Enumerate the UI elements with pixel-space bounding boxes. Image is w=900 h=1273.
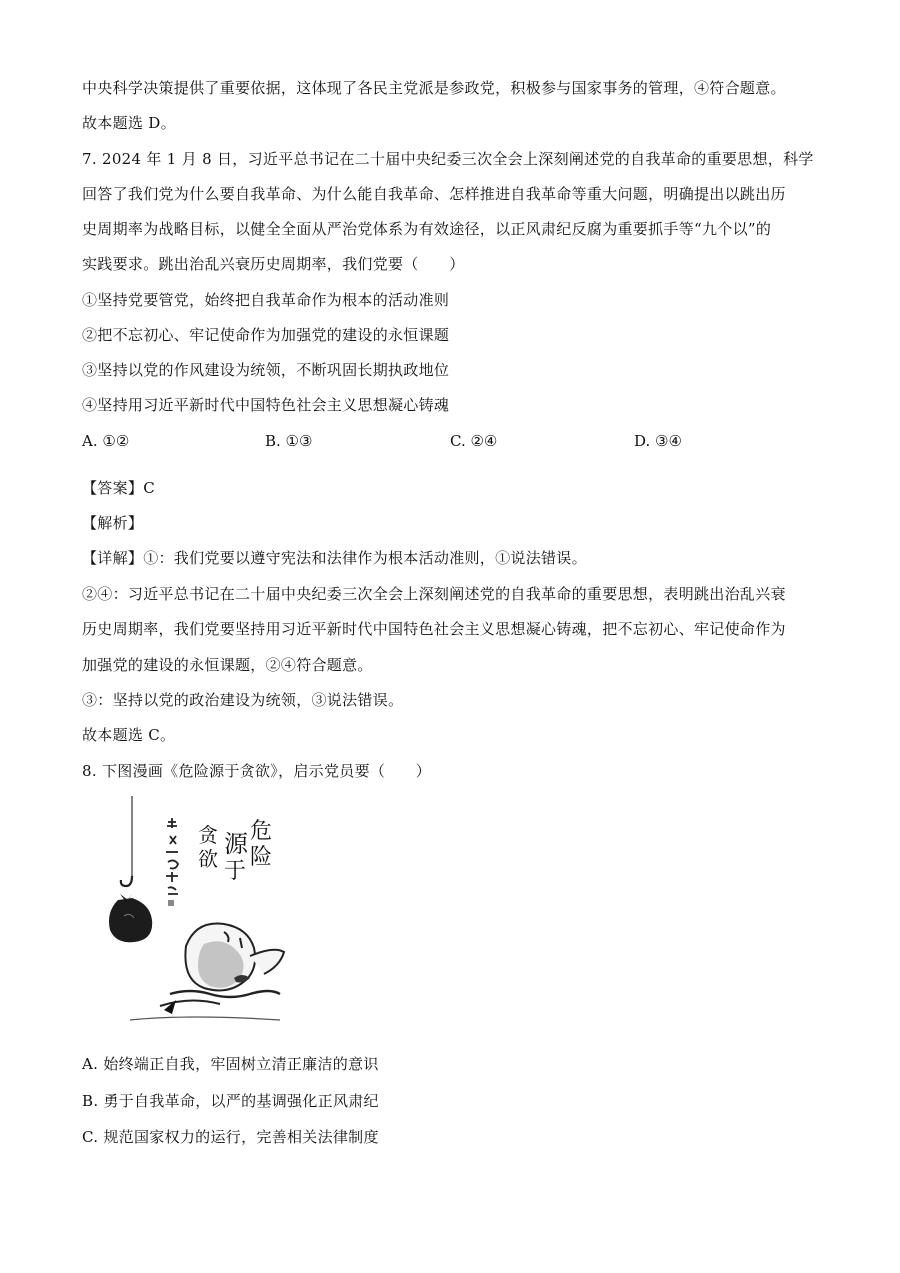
prev-conclusion: 故本题选 D。 xyxy=(82,114,176,132)
cartoon-title-char-4: 于 xyxy=(224,859,247,884)
cartoon-title-char-6: 欲 xyxy=(198,847,218,871)
cartoon-title-char-3: 源 xyxy=(224,830,248,858)
q7-option-b: B. ①③ xyxy=(265,432,313,450)
cartoon-image xyxy=(100,796,300,1028)
q7-answer: 【答案】C xyxy=(82,479,155,497)
q7-option-d: D. ③④ xyxy=(634,432,682,450)
q7-stem-line-2: 回答了我们党为什么要自我革命、为什么能自我革命、怎样推进自我革命等重大问题，明确提出以跳出历 xyxy=(82,185,786,203)
q8-option-a: A. 始终端正自我，牢固树立清正廉洁的意识 xyxy=(82,1055,379,1073)
q7-analysis-label: 【解析】 xyxy=(82,514,144,532)
artist-seal xyxy=(168,900,174,906)
cartoon-title-char-1: 危 xyxy=(250,819,273,844)
q7-detail-line-5: ③：坚持以党的政治建设为统领，③说法错误。 xyxy=(82,691,404,709)
cartoon-title-char-5: 贪 xyxy=(198,823,218,847)
q8-stem: 8. 下图漫画《危险源于贪欲》，启示党员要（ ） xyxy=(82,762,432,780)
q7-statement-1: ①坚持党要管党，始终把自我革命作为根本的活动准则 xyxy=(82,291,450,309)
q7-stem-line-4: 实践要求。跳出治乱兴衰历史周期率，我们党要（ ） xyxy=(82,255,465,273)
q7-detail-line-4: 加强党的建设的永恒课题，②④符合题意。 xyxy=(82,656,373,674)
q8-option-b: B. 勇于自我革命，以严的基调强化正风肃纪 xyxy=(82,1092,379,1110)
artist-signature xyxy=(166,818,178,894)
q7-detail-line-6: 故本题选 C。 xyxy=(82,726,176,744)
q7-option-a: A. ①② xyxy=(82,432,130,450)
q8-option-c: C. 规范国家权力的运行，完善相关法律制度 xyxy=(82,1128,379,1146)
q7-statement-4: ④坚持用习近平新时代中国特色社会主义思想凝心铸魂 xyxy=(82,396,450,414)
q7-detail-line-3: 历史周期率，我们党要坚持用习近平新时代中国特色社会主义思想凝心铸魂，把不忘初心、牢记使命作为 xyxy=(82,620,786,638)
q7-statement-2: ②把不忘初心、牢记使命作为加强党的建设的永恒课题 xyxy=(82,326,450,344)
cartoon-title-char-2: 险 xyxy=(250,845,273,870)
q7-detail-line-2: ②④：习近平总书记在二十届中央纪委三次全会上深刻阐述党的自我革命的重要思想，表明跳出治乱兴衰 xyxy=(82,585,786,603)
q7-stem-line-1: 7. 2024 年 1 月 8 日，习近平总书记在二十届中央纪委三次全会上深刻阐述党的自我革命的重要思想，科学 xyxy=(82,150,814,168)
q7-option-c: C. ②④ xyxy=(450,432,498,450)
q7-detail-line-1: 【详解】①：我们党要以遵守宪法和法律作为根本活动准则，①说法错误。 xyxy=(82,549,587,567)
q7-statement-3: ③坚持以党的作风建设为统领，不断巩固长期执政地位 xyxy=(82,361,450,379)
q7-stem-line-3: 史周期率为战略目标，以健全全面从严治党体系为有效途径，以正风肃纪反腐为重要抓手等“九个以”的 xyxy=(82,220,772,238)
prev-explanation-tail: 中央科学决策提供了重要依据，这体现了各民主党派是参政党，积极参与国家事务的管理，④符合题意。 xyxy=(82,79,786,97)
